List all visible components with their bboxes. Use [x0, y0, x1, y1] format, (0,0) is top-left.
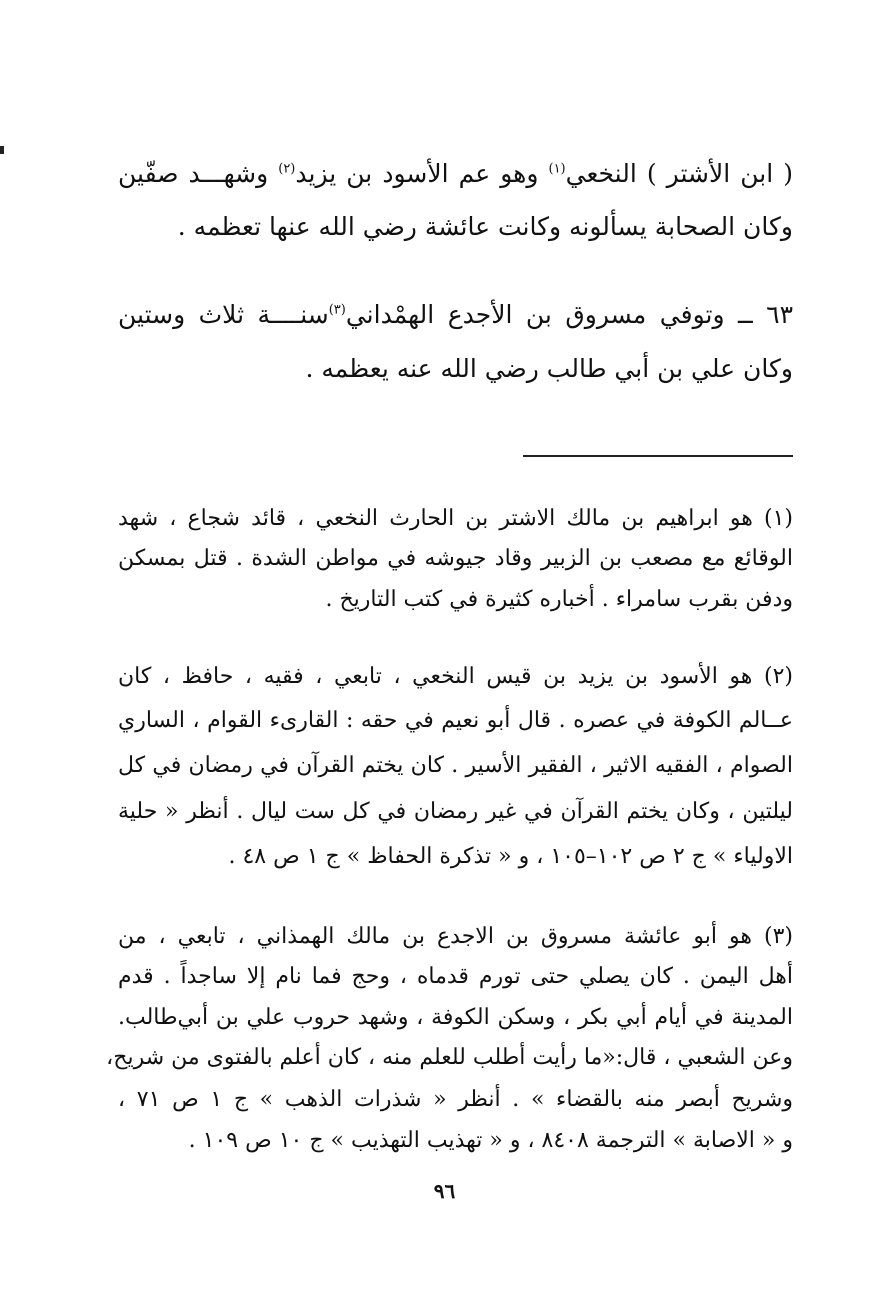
- text-segment: سنــــة ثلاث وستين: [118, 300, 329, 329]
- footnote-3-line-6: و « الاصابة » الترجمة ٨٤٠٨ ، و « تهذيب التهذيب » ج ١٠ ص ١٠٩ .: [188, 1128, 793, 1153]
- text-segment: وهو عم الأسود بن يزيد: [295, 159, 549, 188]
- text-segment: ٦٣ ــ وتوفي مسروق بن الأجدع الهمْداني: [345, 300, 793, 329]
- footnote-2-line-3: الصوام ، الفقيه الاثير ، الفقير الأسير . كان يختم القرآن في رمضان في كل: [118, 753, 793, 778]
- footnote-3-line-4: وعن الشعبي ، قال:«ما رأيت أطلب للعلم منه ، كان أعلم بالفتوى من شريح،: [106, 1045, 793, 1070]
- footnote-ref-3[interactable]: (٣): [328, 302, 346, 318]
- footnote-separator: [523, 455, 793, 457]
- footnote-2-line-5: الاولياء » ج ٢ ص ١٠٢–١٠٥ ، و « تذكرة الحفاظ » ج ١ ص ٤٨ .: [228, 844, 793, 869]
- footnote-3-line-2: أهل اليمن . كان يصلي حتى تورم قدماه ، وحج فما نام إلا ساجداً . قدم: [118, 964, 793, 989]
- main-paragraph-1-line-1: [118, 157, 793, 191]
- footnote-2-line-2: عــالم الكوفة في عصره . قال أبو نعيم في حقه : القارىء القوام ، الساري: [118, 708, 793, 733]
- footnote-2-line-1: (٢) هو الأسود بن يزيد بن قيس النخعي ، تابعي ، فقيه ، حافظ ، كان: [118, 664, 793, 689]
- footnote-ref-2[interactable]: (٢): [278, 161, 296, 177]
- footnote-3-line-1: (٣) هو أبو عائشة مسروق بن الاجدع بن مالك الهمذاني ، تابعي ، من: [118, 924, 793, 949]
- main-paragraph-2-line-2: وكان علي بن أبي طالب رضي الله عنه يعظمه .: [305, 354, 793, 383]
- page-number: ٩٦: [433, 1179, 456, 1203]
- footnote-1-line-2: الوقائع مع مصعب بن الزبير وقاد جيوشه في مواطن الشدة . قتل بمسكن: [118, 546, 793, 571]
- footnote-2-line-4: ليلتين ، وكان يختم القرآن في غير رمضان في كل ست ليال . أنظر « حلية: [118, 799, 793, 824]
- footnote-1-line-1: (١) هو ابراهيم بن مالك الاشتر بن الحارث النخعي ، قائد شجاع ، شهد: [118, 506, 793, 531]
- text-segment: ( ابن الأشتر ) النخعي: [565, 159, 793, 188]
- main-paragraph-1-line-2: وكان الصحابة يسألونه وكانت عائشة رضي الله عنها تعظمه .: [177, 212, 793, 241]
- main-paragraph-2-line-1: [118, 298, 793, 332]
- footnote-3-line-3: المدينة في أيام أبي بكر ، وسكن الكوفة ، وشهد حروب علي بن أبي‌طالب.: [118, 1005, 793, 1030]
- scan-edge-mark: [0, 146, 4, 154]
- text-segment: وشهـــد صفّين: [118, 159, 279, 188]
- footnote-3-line-5: وشريح أبصر منه بالقضاء » . أنظر « شذرات الذهب » ج ١ ص ٧١ ،: [118, 1087, 794, 1112]
- footnote-1-line-3: ودفن بقرب سامراء . أخباره كثيرة في كتب التاريخ .: [325, 587, 793, 612]
- footnote-ref-1[interactable]: (١): [548, 161, 566, 177]
